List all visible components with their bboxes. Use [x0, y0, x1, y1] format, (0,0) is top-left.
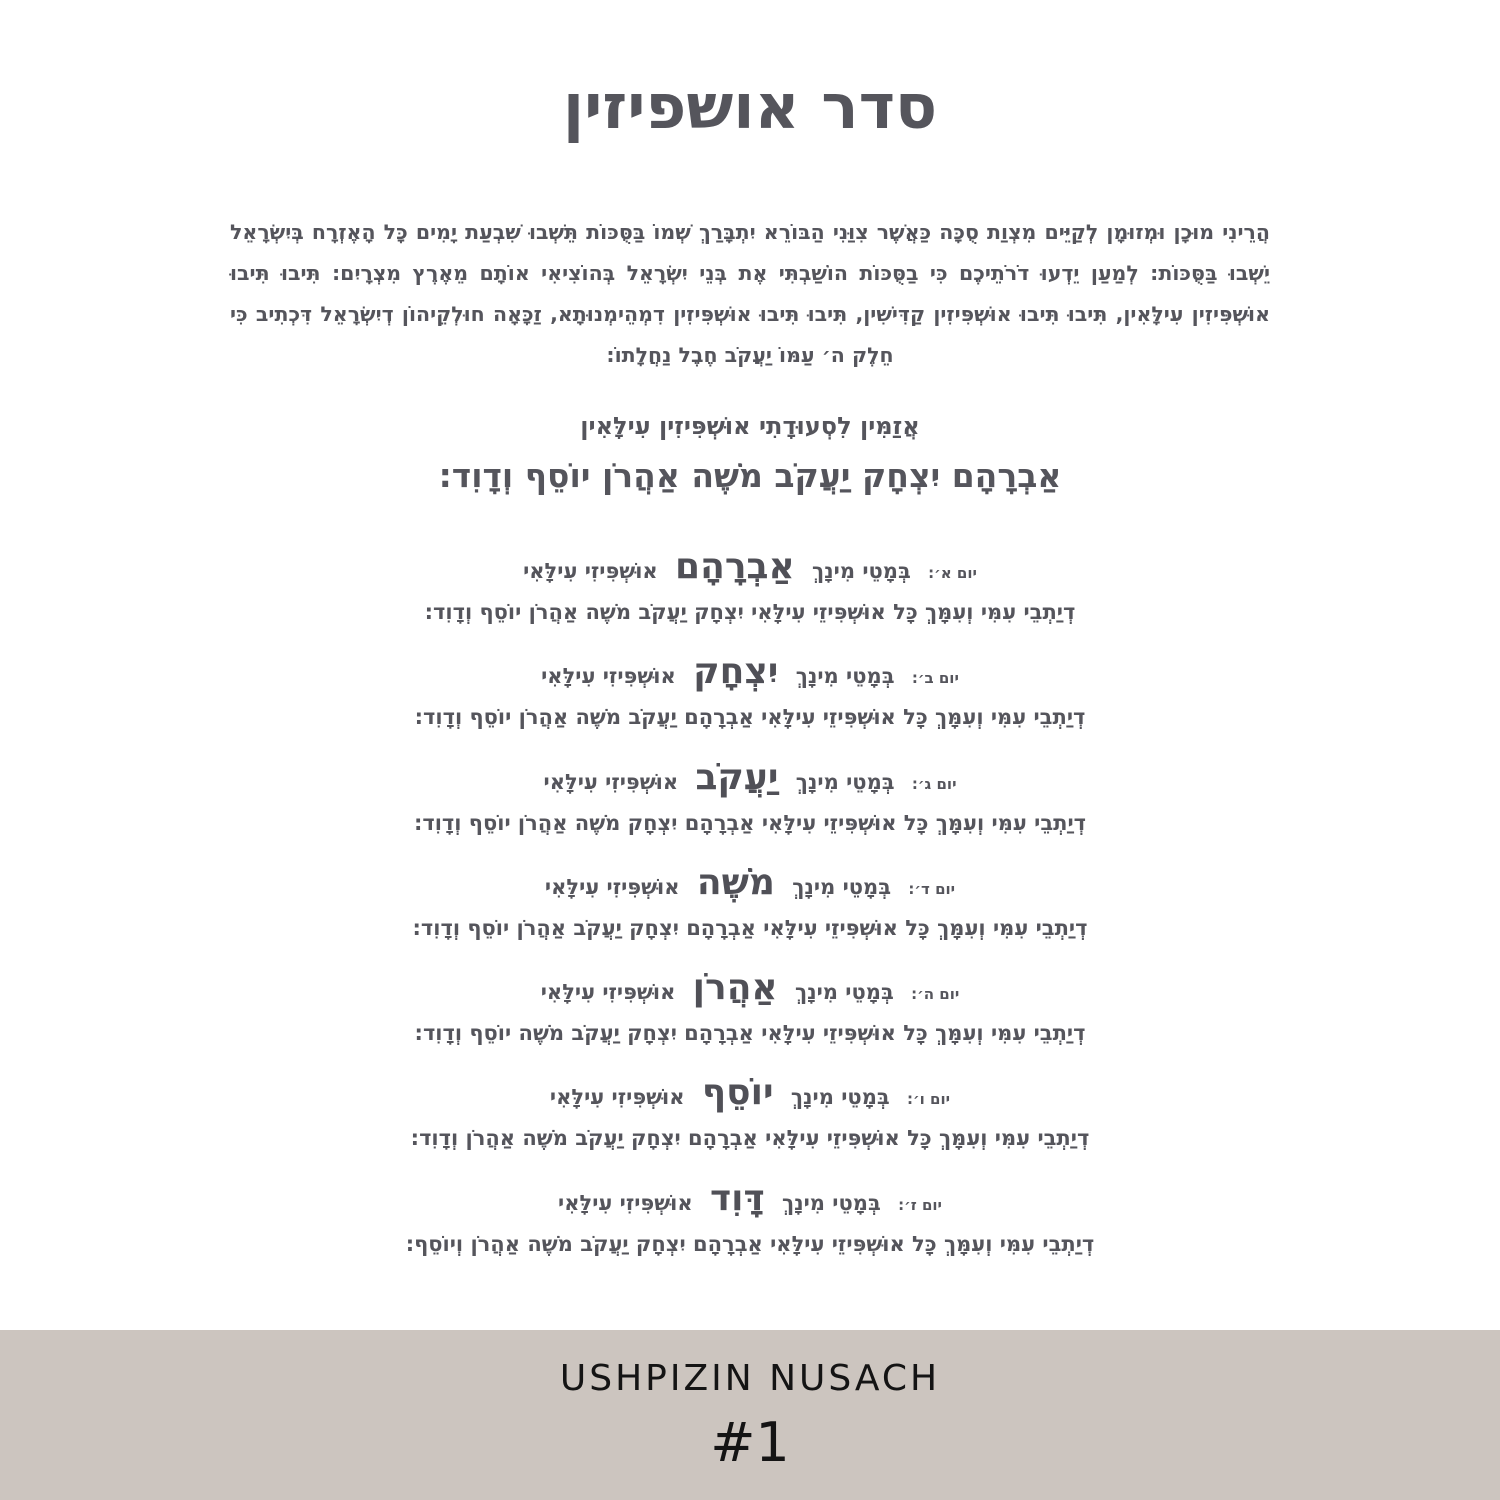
- guest-name: יַעֲקֹב: [695, 756, 779, 798]
- intro-paragraph: הֲרֵינִי מוּכָן וּמְזוּמָן לְקַיֵּים מִצְוַת סֻכָּה כַּאֲשֶׁר צִוַּנִי הַבּוֹרֵא יִתְבָּרַךְ שְׁמוֹ בַּסֻּכּוֹת תֵּשְׁבוּ שִׁבְעַת יָמִים כָּל הָאֶזְרָח בְּיִשְׂרָאֵל יֵשְׁבוּ בַּסֻּכּוֹת: לְמַעַן יֵדְעוּ דֹרֹתֵיכֶם כִּי בַסֻּכּוֹת הוֹשַׁבְתִּי אֶת בְּנֵי יִשְׂרָאֵל בְּהוֹצִיאִי אוֹתָם מֵאֶרֶץ מִצְרָיִם: תִּיבוּ תִּיבוּ אוּשְׁפִּיזִין עִילָּאִין, תִּיבוּ תִּיבוּ אוּשְׁפִּיזִין קַדִּישִׁין, תִּיבוּ תִּיבוּ אוּשְׁפִּיזִין דִמְהֵימְנוּתָא, זַכָּאָה חוּלְקֵיהוֹן דְיִשְׂרָאֵל דִּכְתִיב כִּי חֵלֶק ה׳ עַמּוֹ יַעֲקֹב חֶבֶל נַחֲלָתוֹ:: [230, 220, 1270, 367]
- day-prefix: בְּמָטֵי מִינָךְ: [792, 874, 892, 899]
- page-title: סדר אושפיזין: [562, 70, 938, 143]
- day-suffix: אוּשְׁפִּיזִי עִילָּאִי: [543, 769, 679, 794]
- footer-band: [0, 1330, 1500, 1500]
- day-label: יום ה׳:: [911, 985, 960, 1004]
- day-blessing: דְיַתְבֵי עִמִּי וְעִמָּךְ כָּל אוּשְׁפִּיזֵי עִילָּאִי אַבְרָהָם יִצְחָק יַעֲקֹב מֹשֶׁה אַהֲרֹן וְיוֹסֵף:: [405, 1231, 1095, 1256]
- footer-label: USHPIZIN NUSACH: [559, 1358, 941, 1399]
- day-suffix: אוּשְׁפִּיזִי עִילָּאִי: [549, 1085, 685, 1110]
- day-label: יום א׳:: [928, 564, 977, 582]
- day-blessing: דְיַתְבֵי עִמִּי וְעִמָּךְ כָּל אוּשְׁפִּיזֵי עִילָּאִי אַבְרָהָם יִצְחָק יַעֲקֹב מֹשֶׁה אַהֲרֹן וְדָוִד:: [410, 1126, 1090, 1151]
- days-list: [0, 540, 1500, 1277]
- day-entry-2: [0, 645, 1500, 750]
- guests-list-line: אַבְרָהָם יִצְחָק יַעֲקֹב מֹשֶׁה אַהֲרֹן יוֹסֵף וְדָוִד:: [438, 456, 1062, 495]
- day-label: יום ד׳:: [908, 879, 956, 898]
- day-label: יום ו׳:: [907, 1090, 951, 1109]
- day-prefix: בְּמָטֵי מִינָךְ: [781, 1190, 881, 1215]
- invitation-block: [0, 404, 1500, 504]
- day-blessing: דְיַתְבֵי עִמִּי וְעִמָּךְ כָּל אוּשְׁפִּיזֵי עִילָּאִי אַבְרָהָם יִצְחָק מֹשֶׁה אַהֲרֹן יוֹסֵף וְדָוִד:: [413, 810, 1087, 835]
- day-suffix: אוּשְׁפִּיזִי עִילָּאִי: [541, 664, 676, 689]
- day-prefix: בְּמָטֵי מִינָךְ: [795, 664, 895, 689]
- day-blessing: דְיַתְבֵי עִמִּי וְעִמָּךְ כָּל אוּשְׁפִּיזֵי עִילָּאִי אַבְרָהָם יִצְחָק יַעֲקֹב אַהֲרֹן יוֹסֵף וְדָוִד:: [412, 915, 1088, 940]
- day-blessing: דְיַתְבֵי עִמִּי וְעִמָּךְ כָּל אוּשְׁפִּיזֵי עִילָּאִי אַבְרָהָם יִצְחָק יַעֲקֹב מֹשֶׁה יוֹסֵף וְדָוִד:: [414, 1021, 1086, 1046]
- day-entry-4: [0, 856, 1500, 961]
- day-suffix: אוּשְׁפִּיזִי עִילָּאִי: [523, 559, 658, 583]
- day-suffix: אוּשְׁפִּיזִי עִילָּאִי: [558, 1190, 693, 1215]
- guest-name: דָּוִד: [709, 1177, 765, 1219]
- guest-name: אַהֲרֹן: [692, 967, 778, 1009]
- guest-name: יִצְחָק: [693, 651, 779, 693]
- day-label: יום ב׳:: [911, 669, 959, 688]
- day-suffix: אוּשְׁפִּיזִי עִילָּאִי: [544, 874, 680, 899]
- day-label: יום ג׳:: [911, 774, 957, 793]
- day-entry-3: [0, 751, 1500, 856]
- guest-name: אַבְרָהָם: [675, 546, 795, 587]
- day-suffix: אוּשְׁפִּיזִי עִילָּאִי: [540, 980, 676, 1005]
- day-prefix: בְּמָטֵי מִינָךְ: [811, 559, 911, 583]
- day-entry-1: [0, 540, 1500, 645]
- day-prefix: בְּמָטֵי מִינָךְ: [795, 769, 895, 794]
- day-entry-7: [0, 1172, 1500, 1277]
- invitation-line: אֲזַמִּין לִסְעוּדָתִי אוּשְׁפִּיזִין עִילָּאִין: [580, 412, 920, 440]
- day-entry-6: [0, 1066, 1500, 1171]
- day-prefix: בְּמָטֵי מִינָךְ: [794, 980, 894, 1005]
- day-label: יום ז׳:: [898, 1195, 942, 1214]
- guest-name: יוֹסֵף: [701, 1072, 774, 1114]
- day-blessing: דְיַתְבֵי עִמִּי וְעִמָּךְ כָּל אוּשְׁפִּיזֵי עִילָּאִי יִצְחָק יַעֲקֹב מֹשֶׁה אַהֲרֹן יוֹסֵף וְדָוִד:: [424, 600, 1076, 624]
- day-blessing: דְיַתְבֵי עִמִּי וְעִמָּךְ כָּל אוּשְׁפִּיזֵי עִילָּאִי אַבְרָהָם יַעֲקֹב מֹשֶׁה אַהֲרֹן יוֹסֵף וְדָוִד:: [414, 705, 1086, 730]
- day-entry-5: [0, 961, 1500, 1066]
- day-prefix: בְּמָטֵי מִינָךְ: [790, 1085, 890, 1110]
- footer-number: #1: [710, 1411, 790, 1474]
- guest-name: מֹשֶׁה: [696, 861, 775, 903]
